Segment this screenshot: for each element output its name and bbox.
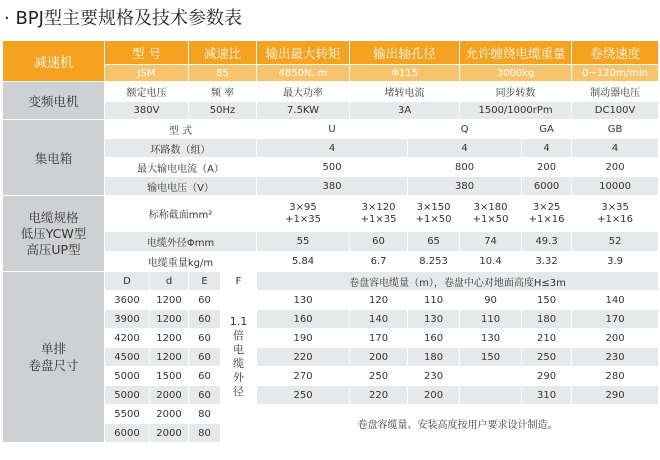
cable-cell: 55	[257, 232, 350, 252]
collector-row-label: 环路数（组）	[105, 139, 257, 158]
drum-cap: 170	[572, 310, 659, 329]
collector-row-label: 最大输电电流（A）	[105, 158, 257, 177]
drum-D: 5000	[105, 367, 150, 386]
cable-row-label: 标称截面mm²	[105, 196, 257, 232]
f-note-char: 1.1	[229, 315, 248, 328]
cable-section-line: 3×95	[289, 201, 317, 213]
drum-cap: 250	[350, 367, 408, 386]
cable-cell: 52	[572, 232, 659, 252]
reducer-header-cable-weight: 允许缠绕电缆重量	[460, 41, 572, 65]
cable-section-line: 3×150	[416, 201, 451, 213]
drum-cap: 290	[522, 367, 572, 386]
collector-cell: 380	[257, 177, 408, 196]
cable-cell: 10.4	[460, 252, 522, 272]
reducer-value-ratio: 85	[189, 65, 257, 82]
cable-cell: 65	[408, 232, 460, 252]
drum-cap: 150	[522, 291, 572, 310]
drum-cap: 140	[572, 291, 659, 310]
drum-cap: 130	[408, 310, 460, 329]
drum-E: 60	[189, 291, 221, 310]
drum-cap: 160	[257, 310, 350, 329]
drum-D: 3600	[105, 291, 150, 310]
page-title: · BPJ型主要规格及技术参数表	[4, 8, 242, 29]
drum-cap: 120	[350, 291, 408, 310]
spec-table-wrapper	[2, 40, 658, 458]
drum-cap: 280	[572, 367, 659, 386]
cable-section-line: +1×50	[472, 213, 509, 225]
f-note-char: 缆	[233, 357, 245, 370]
drum-cap: 190	[257, 329, 350, 348]
drum-cap: 230	[408, 367, 460, 386]
drum-d: 1500	[150, 367, 189, 386]
f-note-char: 倍	[233, 329, 245, 342]
motor-header-frequency: 频 率	[189, 82, 257, 102]
f-note-char: 电	[233, 343, 245, 356]
drum-cap: 250	[522, 348, 572, 367]
drum-header-E: E	[189, 272, 221, 291]
cable-cell: 3.32	[522, 252, 572, 272]
cable-section-line: +1×16	[528, 213, 565, 225]
cable-section	[522, 196, 572, 232]
reducer-value-cable-weight: 3000kg	[460, 65, 572, 82]
drum-d: 1200	[150, 329, 189, 348]
cable-cell: 60	[350, 232, 408, 252]
collector-cell: GB	[572, 120, 659, 139]
drum-header-F: F	[221, 272, 257, 291]
drum-cap: 160	[408, 329, 460, 348]
drum-cap: 230	[572, 348, 659, 367]
cable-section-line: 3×120	[361, 201, 396, 213]
drum-F-note	[221, 291, 257, 424]
cable-section-line: 3×180	[473, 201, 508, 213]
motor-header-brake-voltage: 制动器电压	[572, 82, 659, 102]
drum-cap: 150	[460, 348, 522, 367]
cable-row-label: 电缆重量kg/m	[105, 252, 257, 272]
drum-cap: 110	[460, 310, 522, 329]
collector-cell: 4	[522, 139, 572, 158]
collector-cell: 4	[572, 139, 659, 158]
drum-cap: 130	[257, 291, 350, 310]
drum-d: 1200	[150, 348, 189, 367]
drum-header-d: d	[150, 272, 189, 291]
reducer-value-torque: 4850N. m	[257, 65, 350, 82]
cable-section-line: +1×35	[285, 213, 321, 225]
cable-section-line: 3×25	[532, 201, 561, 213]
drum-d: 1200	[150, 291, 189, 310]
drum-E: 60	[189, 310, 221, 329]
cable-label	[3, 196, 105, 272]
cable-section	[350, 196, 408, 232]
drum-d: 2000	[150, 386, 189, 405]
cable-section	[257, 196, 350, 232]
cable-cell: 8.253	[408, 252, 460, 272]
f-note-char: 径	[233, 385, 245, 398]
drum-cap: 220	[257, 348, 350, 367]
drum-E: 80	[189, 424, 221, 443]
collector-cell: U	[257, 120, 408, 139]
cable-label-line: 高压UP型	[26, 241, 81, 257]
reducer-value-model: JSM	[105, 65, 189, 82]
cable-section	[408, 196, 460, 232]
motor-value-frequency: 50Hz	[189, 102, 257, 120]
drum-cap: 180	[408, 348, 460, 367]
motor-value-stall-current: 3A	[350, 102, 460, 120]
drum-D: 5000	[105, 386, 150, 405]
drum-cap: 290	[572, 386, 659, 405]
motor-header-stall-current: 堵转电流	[350, 82, 460, 102]
drum-capacity-title: 卷盘容电缆量（m），卷盘中心对地面高度H≤3m	[257, 272, 659, 291]
reducer-value-shaft: Φ115	[350, 65, 460, 82]
drum-cap: 220	[350, 386, 408, 405]
drum-note: 卷盘容缆量、安装高度按用户要求设计制造。	[257, 405, 659, 443]
collector-row-label: 型 式	[105, 120, 257, 139]
drum-label-line: 卷盘尺寸	[28, 358, 79, 373]
collector-cell: 10000	[572, 177, 659, 196]
cable-label-line: 低压YCW型	[20, 225, 87, 241]
cable-label-line: 电缆规格	[28, 209, 79, 225]
drum-E: 80	[189, 405, 221, 424]
motor-value-brake-voltage: DC100V	[572, 102, 659, 120]
drum-cap: 270	[257, 367, 350, 386]
drum-D: 5500	[105, 405, 150, 424]
drum-d: 2000	[150, 424, 189, 443]
drum-cap: 200	[572, 329, 659, 348]
motor-value-voltage: 380V	[105, 102, 189, 120]
collector-cell: GA	[522, 120, 572, 139]
drum-D: 3900	[105, 310, 150, 329]
drum-label	[3, 272, 105, 443]
cable-cell: 74	[460, 232, 522, 252]
cable-section-line: +1×35	[360, 213, 397, 225]
cable-cell: 6.7	[350, 252, 408, 272]
motor-header-power: 最大功率	[257, 82, 350, 102]
cable-section	[572, 196, 659, 232]
drum-d: 2000	[150, 405, 189, 424]
drum-cap: 170	[350, 329, 408, 348]
collector-cell: 4	[257, 139, 408, 158]
drum-cap: 110	[408, 291, 460, 310]
drum-F-empty	[221, 424, 257, 443]
drum-E: 60	[189, 386, 221, 405]
drum-cap: 200	[350, 348, 408, 367]
drum-cap	[460, 367, 522, 386]
collector-cell: Q	[408, 120, 522, 139]
drum-E: 60	[189, 367, 221, 386]
drum-cap: 310	[522, 386, 572, 405]
drum-D: 4500	[105, 348, 150, 367]
cable-section-line: +1×50	[415, 213, 452, 225]
motor-label: 变频电机	[3, 82, 105, 120]
drum-cap: 210	[522, 329, 572, 348]
drum-cap: 200	[408, 386, 460, 405]
motor-header-voltage: 额定电压	[105, 82, 189, 102]
drum-cap: 250	[257, 386, 350, 405]
drum-header-D: D	[105, 272, 150, 291]
cable-section-line: 3×35	[601, 201, 629, 213]
drum-cap: 180	[522, 310, 572, 329]
reducer-header-ratio: 减速比	[189, 41, 257, 65]
reducer-header-speed: 卷绕速度	[572, 41, 659, 65]
motor-value-power: 7.5KW	[257, 102, 350, 120]
collector-cell: 500	[257, 158, 408, 177]
collector-row-label: 输电电压（V）	[105, 177, 257, 196]
collector-cell: 4	[408, 139, 522, 158]
drum-cap	[460, 386, 522, 405]
reducer-label: 减速机	[3, 41, 105, 82]
collector-cell: 380	[408, 177, 522, 196]
drum-label-line: 单排	[40, 341, 66, 356]
drum-cap: 90	[460, 291, 522, 310]
drum-d: 1200	[150, 310, 189, 329]
motor-value-sync-speed: 1500/1000rPm	[460, 102, 572, 120]
drum-E: 60	[189, 348, 221, 367]
cable-section-line: +1×16	[597, 213, 633, 225]
f-note-char: 外	[233, 371, 245, 384]
collector-cell: 800	[408, 158, 522, 177]
collector-cell: 200	[522, 158, 572, 177]
reducer-header-model: 型 号	[105, 41, 189, 65]
spec-table	[2, 40, 659, 443]
cable-cell: 5.84	[257, 252, 350, 272]
cable-cell: 49.3	[522, 232, 572, 252]
cable-section	[460, 196, 522, 232]
motor-header-sync-speed: 同步转数	[460, 82, 572, 102]
collector-cell: 200	[572, 158, 659, 177]
reducer-header-torque: 输出最大转矩	[257, 41, 350, 65]
drum-cap: 130	[460, 329, 522, 348]
drum-cap: 140	[350, 310, 408, 329]
collector-cell: 6000	[522, 177, 572, 196]
reducer-header-shaft: 输出轴孔径	[350, 41, 460, 65]
collector-label: 集电箱	[3, 120, 105, 196]
drum-D: 4200	[105, 329, 150, 348]
cable-cell: 3.9	[572, 252, 659, 272]
cable-row-label: 电缆外径Φmm	[105, 232, 257, 252]
drum-E: 60	[189, 329, 221, 348]
drum-D: 6000	[105, 424, 150, 443]
reducer-value-speed: 0~120m/min	[572, 65, 659, 82]
